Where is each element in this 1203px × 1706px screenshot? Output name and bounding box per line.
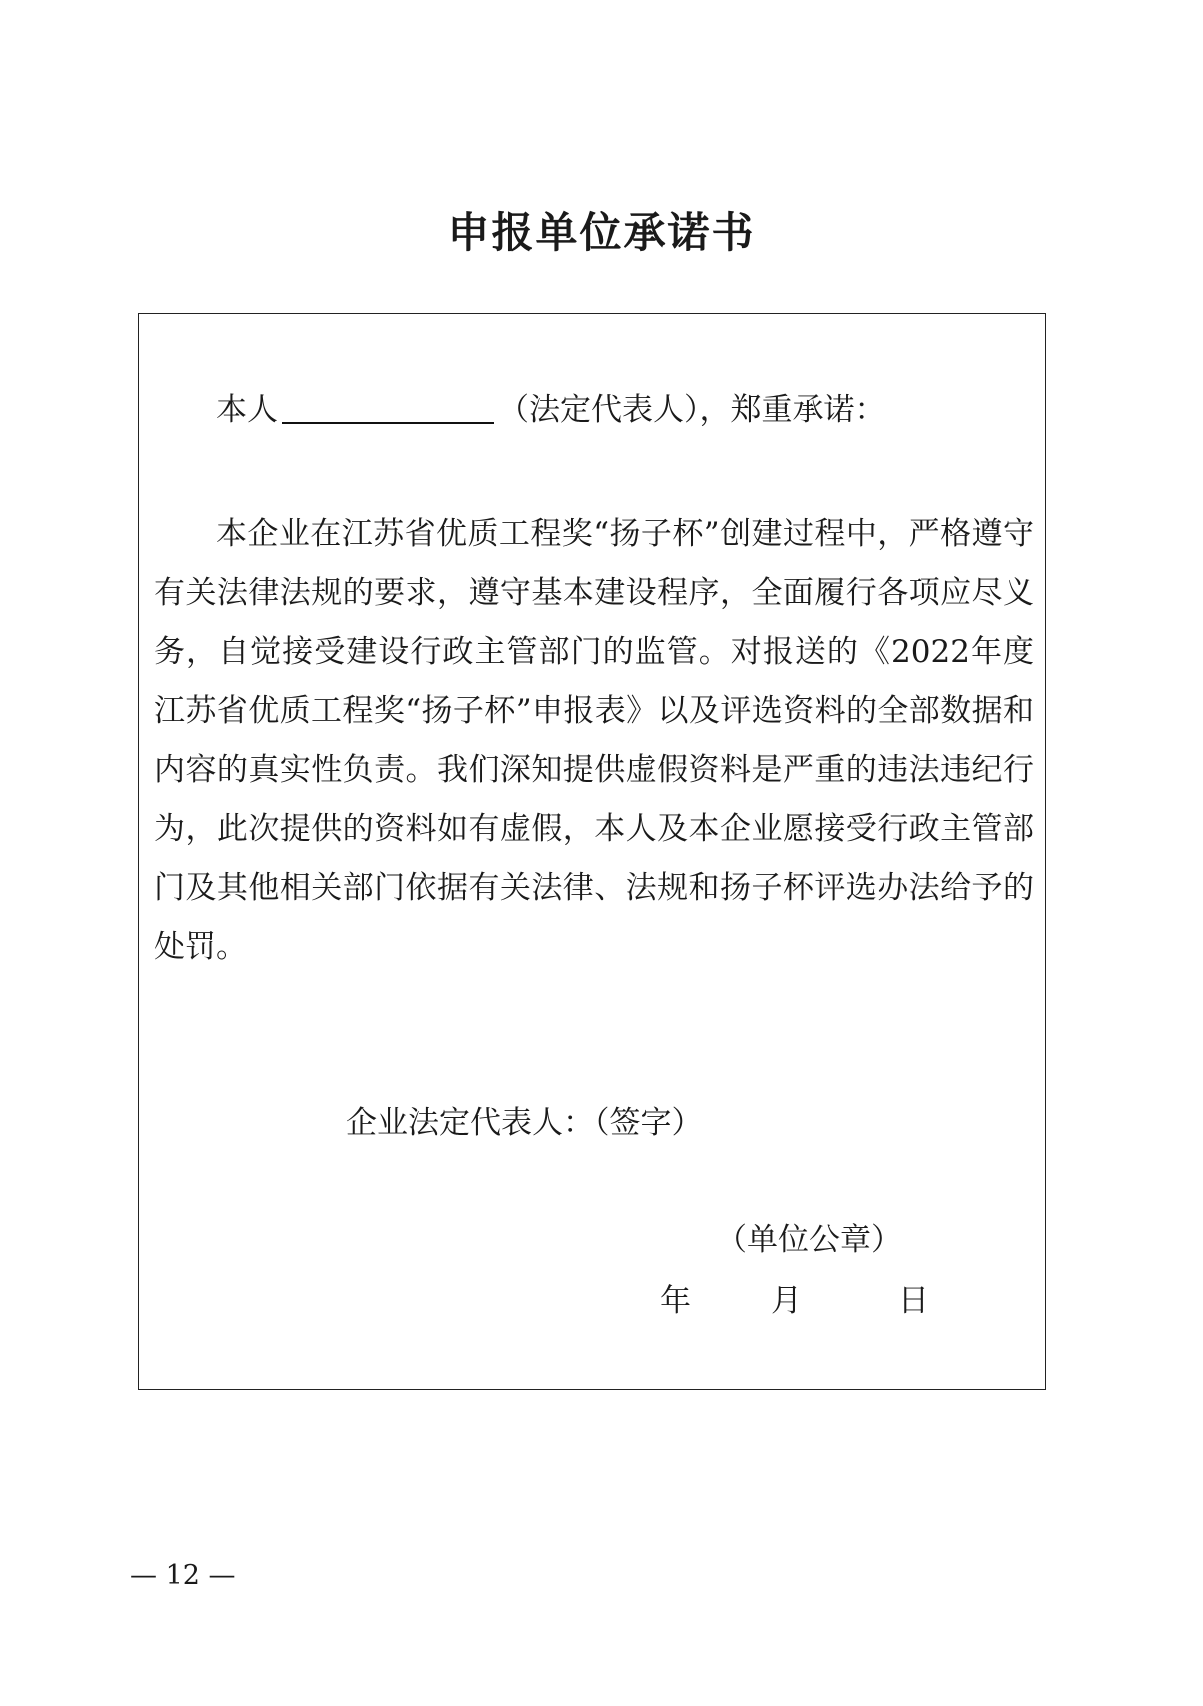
date-year-label: 年 bbox=[660, 1283, 691, 1319]
pledge-suffix: （法定代表人），郑重承诺： bbox=[498, 392, 886, 428]
date-line bbox=[660, 1283, 929, 1319]
name-blank-field bbox=[282, 392, 494, 424]
date-day-label: 日 bbox=[898, 1283, 929, 1319]
page-number: — 12 — bbox=[130, 1560, 236, 1591]
date-month-label: 月 bbox=[771, 1283, 802, 1319]
seal-label: （单位公章） bbox=[716, 1222, 902, 1258]
pledge-prefix: 本人 bbox=[216, 392, 278, 428]
document-title: 申报单位承诺书 bbox=[447, 208, 756, 257]
signature-label: 企业法定代表人：（签字） bbox=[346, 1105, 703, 1141]
body-paragraph: 本企业在江苏省优质工程奖“扬子杯”创建过程中，严格遵守有关法律法规的要求，遵守基本建设程序，全面履行各项应尽义务，自觉接受建设行政主管部门的监管。对报送的《2022年度江苏省优质工程奖“扬子杯”申报表》以及评选资料的全部数据和内容的真实性负责。我们深知提供虚假资料是严重的违法违纪行为，此次提供的资料如有虚假，本人及本企业愿接受行政主管部门及其他相关部门依据有关法律、法规和扬子杯评选办法给予的处罚。 bbox=[154, 516, 1034, 965]
pledge-line bbox=[216, 392, 886, 428]
